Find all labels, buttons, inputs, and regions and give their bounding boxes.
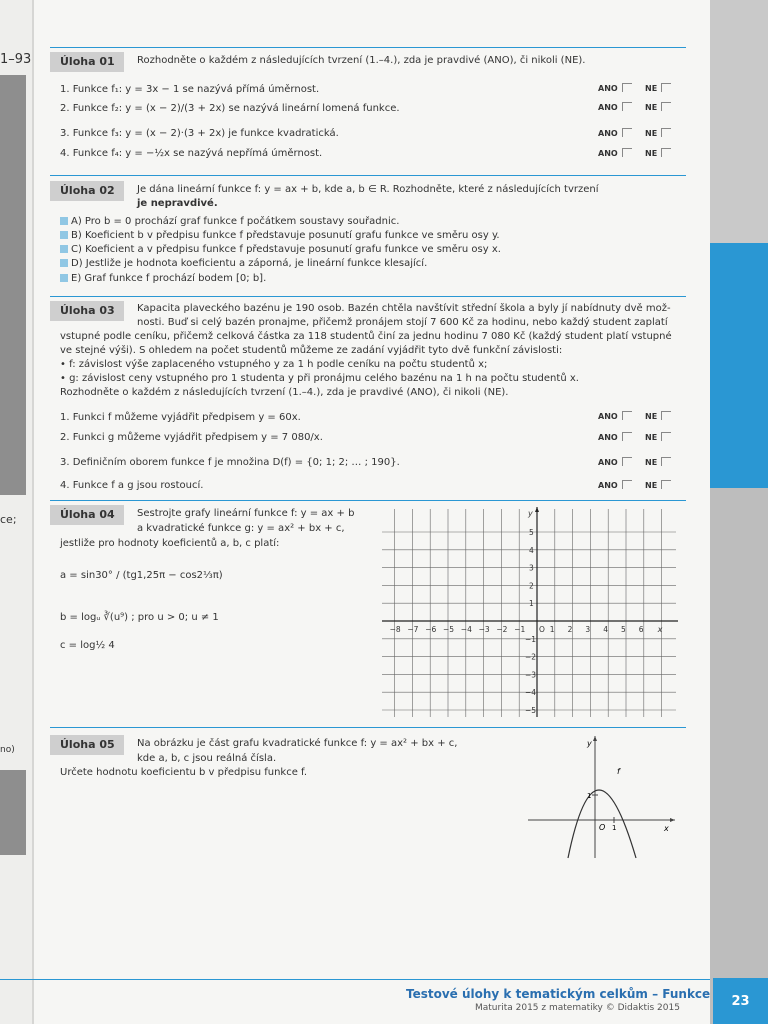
- task-text: Sestrojte grafy lineární funkce f: y = ax + b: [137, 508, 355, 519]
- coordinate-grid[interactable]: [380, 505, 680, 719]
- ano-label: ANO: [598, 458, 618, 467]
- option[interactable]: C) Koeficient a v předpisu funkce f představuje posunutí grafu funkce ve směru osy x.: [60, 244, 501, 255]
- x-tick-label: 1: [549, 625, 555, 634]
- ano-label: ANO: [598, 84, 618, 93]
- checkbox-box[interactable]: [661, 411, 671, 420]
- checkbox-box[interactable]: [622, 432, 632, 441]
- statement: 4. Funkce f₄: y = −½x se nazývá nepřímá úměrnost.: [60, 148, 323, 159]
- x-tick-label: −5: [443, 625, 455, 634]
- y-tick-label: −5: [525, 706, 537, 715]
- y-tick-label: 5: [529, 528, 534, 537]
- ano-checkbox[interactable]: [598, 457, 632, 467]
- x-tick-label: −6: [425, 625, 437, 634]
- task-text: vstupné podle ceníku, přičemž celková částka za 118 studentů činí za jednu hodinu 7 080 Kč (každý student platí vstupné: [60, 331, 672, 342]
- option[interactable]: A) Pro b = 0 prochází graf funkce f počátkem soustavy souřadnic.: [60, 216, 399, 227]
- x-tick-label: −1: [514, 625, 526, 634]
- task-text: ve stejné výši). S ohledem na počet studentů můžeme ze zadání vyjádřit tyto dvě funkční závislosti:: [60, 345, 563, 356]
- task-text-emph: je nepravdivé.: [137, 198, 218, 209]
- rule: [50, 47, 686, 48]
- coef-a: a = sin30° / (tg1,25π − cos2⅓π): [60, 570, 223, 581]
- checkbox-box[interactable]: [661, 480, 671, 489]
- checkbox-box[interactable]: [661, 457, 671, 466]
- x-axis-label: x: [657, 625, 663, 634]
- option-marker: [60, 245, 68, 253]
- x-one-label: 1: [612, 824, 617, 832]
- task-tag: Úloha 03: [50, 301, 124, 321]
- checkbox-box[interactable]: [661, 128, 671, 137]
- checkbox-box[interactable]: [622, 148, 632, 157]
- ne-checkbox[interactable]: [645, 102, 671, 112]
- parabola-graph: [520, 732, 680, 862]
- statement: 2. Funkci g můžeme vyjádřit předpisem y = 7 080/x.: [60, 432, 323, 443]
- page-number: 23: [713, 978, 768, 1024]
- ne-checkbox[interactable]: [645, 480, 671, 490]
- task-text: Rozhodněte o každém z následujících tvrzení (1.–4.), zda je pravdivé (ANO), či nikoli (NE).: [137, 55, 586, 66]
- left-margin: [0, 0, 32, 1024]
- y-tick-label: 4: [529, 545, 534, 555]
- ne-checkbox[interactable]: [645, 83, 671, 93]
- left-note: no): [0, 745, 15, 755]
- task-text: nosti. Buď si celý bazén pronajme, přičemž pronájem stojí 7 600 Kč za hodinu, nebo každý student zaplatí: [137, 317, 668, 328]
- coef-c: c = log½ 4: [60, 640, 115, 651]
- y-axis-label: y: [528, 509, 533, 518]
- function-label: f: [617, 767, 620, 776]
- left-gray-block: [0, 770, 26, 855]
- option-marker: [60, 231, 68, 239]
- checkbox-box[interactable]: [661, 102, 671, 111]
- right-strip: [710, 0, 768, 1024]
- checkbox-box[interactable]: [622, 102, 632, 111]
- task-text: Na obrázku je část grafu kvadratické funkce f: y = ax² + bx + c,: [137, 738, 458, 749]
- ano-label: ANO: [598, 481, 618, 490]
- rule: [50, 175, 686, 176]
- ano-label: ANO: [598, 129, 618, 138]
- x-tick-label: −4: [460, 625, 472, 634]
- ne-label: NE: [645, 84, 658, 93]
- ano-label: ANO: [598, 433, 618, 442]
- y-arrow-icon: [535, 507, 539, 512]
- x-tick-label: −7: [407, 625, 419, 634]
- x-tick-label: 5: [621, 625, 626, 634]
- statement: 1. Funkce f₁: y = 3x − 1 se nazývá přímá úměrnost.: [60, 84, 320, 95]
- statement: 2. Funkce f₂: y = (x − 2)/(3 + 2x) se nazývá lineární lomená funkce.: [60, 103, 400, 114]
- ano-checkbox[interactable]: [598, 83, 632, 93]
- x-tick-label: 6: [638, 625, 644, 634]
- statement: 4. Funkce f a g jsou rostoucí.: [60, 480, 204, 491]
- y-tick-label: −4: [525, 688, 537, 698]
- task-text: • g: závislost ceny vstupného pro 1 studenta y při pronájmu celého bazénu na 1 h na počtu studentů x.: [60, 373, 579, 384]
- ne-label: NE: [645, 458, 658, 467]
- x-tick-label: 3: [585, 625, 591, 634]
- rule: [50, 727, 686, 728]
- option[interactable]: D) Jestliže je hodnota koeficientu a záporná, je lineární funkce klesající.: [60, 258, 427, 269]
- footer-title: Testové úlohy k tematickým celkům – Funkce: [406, 987, 711, 1001]
- y-tick-label: 3: [529, 563, 534, 573]
- y-tick-label: −1: [525, 634, 537, 644]
- ano-checkbox[interactable]: [598, 102, 632, 112]
- ne-label: NE: [645, 481, 658, 490]
- x-tick-label: −3: [478, 625, 490, 634]
- left-gray-block: [0, 75, 26, 495]
- x-tick-label: −8: [389, 625, 401, 634]
- checkbox-box[interactable]: [622, 480, 632, 489]
- statement: 1. Funkci f můžeme vyjádřit předpisem y = 60x.: [60, 412, 301, 423]
- checkbox-box[interactable]: [622, 83, 632, 92]
- ne-checkbox[interactable]: [645, 128, 671, 138]
- option-marker: [60, 259, 68, 267]
- ano-checkbox[interactable]: [598, 480, 632, 490]
- origin-label: O: [599, 823, 606, 832]
- footer-rule: [0, 979, 710, 980]
- ano-label: ANO: [598, 412, 618, 421]
- footer-subtitle: Maturita 2015 z matematiky © Didaktis 2015: [475, 1003, 680, 1013]
- checkbox-box[interactable]: [622, 128, 632, 137]
- task-text: kde a, b, c jsou reálná čísla.: [137, 753, 277, 764]
- task-tag: Úloha 05: [50, 735, 124, 755]
- x-label: x: [664, 824, 669, 833]
- y-arrow-icon: [593, 736, 597, 741]
- y-tick-label: 2: [529, 581, 534, 591]
- y-tick-label: −3: [525, 670, 537, 680]
- x-arrow-icon: [670, 818, 675, 822]
- coef-b: b = logᵤ ∛(u⁹) ; pro u > 0; u ≠ 1: [60, 612, 219, 623]
- ne-checkbox[interactable]: [645, 148, 671, 158]
- task-tag: Úloha 04: [50, 505, 124, 525]
- task-text: Je dána lineární funkce f: y = ax + b, kde a, b ∈ R. Rozhodněte, které z následujících tvrzení: [137, 184, 599, 195]
- task-tag: Úloha 01: [50, 52, 124, 72]
- y-label: y: [587, 739, 592, 748]
- y-tick-label: 1: [529, 599, 534, 609]
- ne-checkbox[interactable]: [645, 432, 671, 442]
- left-note: ce;: [0, 513, 17, 526]
- task-text: Kapacita plaveckého bazénu je 190 osob. Bazén chtěla navštívit střední škola a byly jí nabídnuty dvě mož-: [137, 303, 671, 314]
- checkbox-box[interactable]: [622, 457, 632, 466]
- x-tick-label: 2: [567, 625, 573, 634]
- ano-checkbox[interactable]: [598, 148, 632, 158]
- ne-label: NE: [645, 433, 658, 442]
- x-tick-label: O: [539, 625, 545, 634]
- ano-label: ANO: [598, 103, 618, 112]
- x-tick-label: −2: [496, 625, 508, 634]
- ne-label: NE: [645, 129, 658, 138]
- checkbox-box[interactable]: [661, 148, 671, 157]
- y-tick-label: −2: [525, 652, 537, 662]
- option-marker: [60, 217, 68, 225]
- ano-checkbox[interactable]: [598, 128, 632, 138]
- task-text: jestliže pro hodnoty koeficientů a, b, c platí:: [60, 538, 280, 549]
- page-range: 1–93: [0, 52, 32, 67]
- task-text: Určete hodnotu koeficientu b v předpisu funkce f.: [60, 767, 308, 778]
- ne-checkbox[interactable]: [645, 457, 671, 467]
- checkbox-box[interactable]: [622, 411, 632, 420]
- ano-checkbox[interactable]: [598, 432, 632, 442]
- checkbox-box[interactable]: [661, 83, 671, 92]
- option[interactable]: E) Graf funkce f prochází bodem [0; b].: [60, 273, 266, 284]
- ne-checkbox[interactable]: [645, 411, 671, 421]
- task-text: a kvadratické funkce g: y = ax² + bx + c,: [137, 523, 345, 534]
- ano-checkbox[interactable]: [598, 411, 632, 421]
- statement: 3. Funkce f₃: y = (x − 2)·(3 + 2x) je funkce kvadratická.: [60, 128, 339, 139]
- y-one-label: 1: [587, 792, 592, 800]
- ne-label: NE: [645, 149, 658, 158]
- rule: [50, 296, 686, 297]
- task-text: • f: závislost výše zaplaceného vstupného y za 1 h podle ceníku na počtu studentů x;: [60, 359, 488, 370]
- x-tick-label: 4: [603, 625, 608, 634]
- task-text: Rozhodněte o každém z následujících tvrzení (1.–4.), zda je pravdivé (ANO), či nikoli (NE).: [60, 387, 509, 398]
- option-marker: [60, 274, 68, 282]
- task-tag: Úloha 02: [50, 181, 124, 201]
- checkbox-box[interactable]: [661, 432, 671, 441]
- option[interactable]: B) Koeficient b v předpisu funkce f představuje posunutí grafu funkce ve směru osy y.: [60, 230, 500, 241]
- ne-label: NE: [645, 412, 658, 421]
- ne-label: NE: [645, 103, 658, 112]
- statement: 3. Definičním oborem funkce f je množina D(f) = {0; 1; 2; … ; 190}.: [60, 457, 400, 468]
- rule: [50, 500, 686, 501]
- ano-label: ANO: [598, 149, 618, 158]
